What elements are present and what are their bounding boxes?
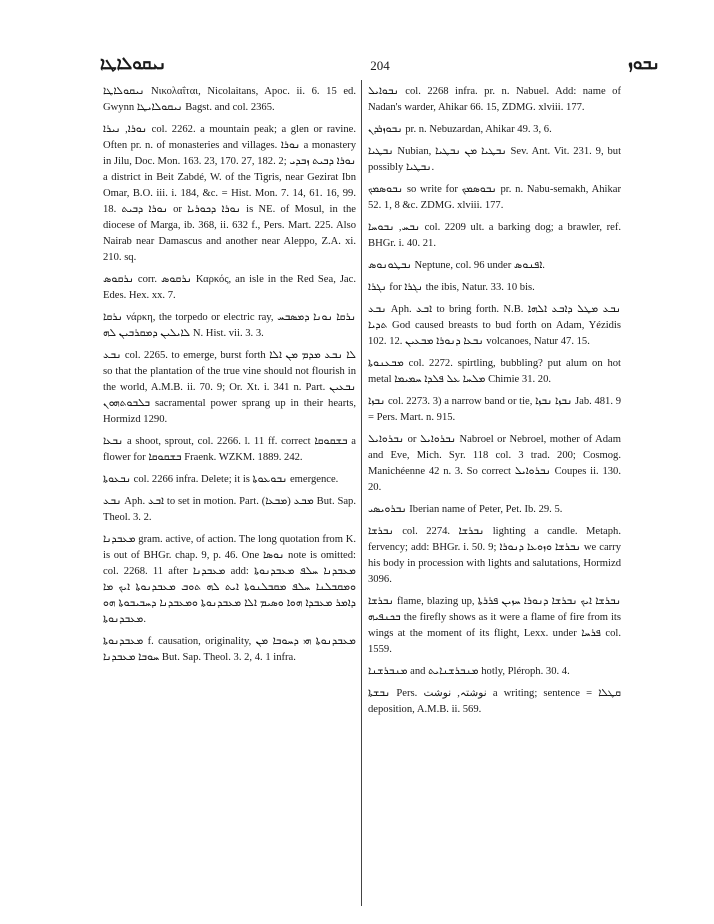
column-divider (361, 80, 362, 906)
dictionary-entry: ܡܥܒܕܢܐ gram. active, of action. The long quotation from K. is out of BHGr. chap. 9, p. 46. One ܢܘܣܐ note is omitted: col. 2268. 11 after ܡܥܒܕܢܐ add: ܡܥܒܕܢܐ ܚܠܦ ܡܥܒܕܢܘܬܐ ܘܡܩܒܠܢܐ ܚܠܦ ܡܩܒܠܢܘܬܐ ܐܝܬ ܠܗ ܬܘܒ ܡܥܒܕܢܘܬܐ ܐܝܟ ܡܐ ܕܐܡܪ ܡܥܒܕܐ ܗܘܐ ܘܣܝܡ ܐܠܐ ܡܥܒܕܢܘܬܐ ܘܡܥܒܕܢܐ ܕܚܒܝܒܘܬܐ ܗܘ ܡܥܒܕܢܘܬܐ. (103, 534, 356, 625)
dictionary-entry: ܢܒܥ Aph. ܐܒܥ to set in motion. Part. ܡܒܥ (ܡܒܥܐ) But. Sap. Theol. 3. 2. (103, 496, 356, 523)
dictionary-entry: ܡܢܒܪܫܢܐ and ܡܢܒܪܫܢܐܝܬ hotly, Pléroph. 30. 4. (368, 666, 570, 677)
dictionary-entry: ܢܒܙܐ col. 2273. 3) a narrow band or tie, ܢܒܙܐ ܢܒܙܐ Jab. 481. 9 = Pers. Mart. n. 915. (368, 396, 621, 423)
dictionary-entry: ܢܪܩܐ νάρκη, the torpedo or electric ray, ܢܪܩܐ ܢܘܢܐ ܕܡܣܒܚ ܠܐܝܠܝܢ ܕܡܩܪܒܝܢ ܠܗ N. Hist. vii. 3. 3. (103, 312, 356, 339)
dictionary-entry: ܢܒܥ Aph. ܐܒܥ to bring forth. N.B. ܢܒܥ ܡܛܠ ܕܐܒܥ ܐܠܗܐ ܬܕܝܐ God caused breasts to bud forth on Adam, Yézidis 102. 12. ܢܒܥܐ ܕܢܘܪܐ ܡܒܥܝܢ volcanoes, Natur 47. 15. (368, 304, 621, 347)
dictionary-entry: ܢܒܪܫܐ flame, blazing up, ܢܒܪܫܐ ܐܝܟ ܢܒܪܫܐ ܕܢܘܪܐ ܚܙܝܢ ܦܪܪܬܐ ܒܟܢܦܝܗ the firefly shows as it were a flame of fire from its wings at the moment of its flight, Lexx. under ܦܪܚܐ col. 1559. (368, 596, 621, 655)
dictionary-entry: ܢܓܪܐ for ܢܓܪܐ the ibis, Natur. 33. 10 bis. (368, 282, 535, 293)
dictionary-entry: ܢܒܘܙܪܕܢ pr. n. Nebuzardan, Ahikar 49. 3, 6. (368, 124, 552, 135)
dictionary-entry: ܢܒܫܬܐ Pers. نوشتہ, نوشت a writing; sentence = ܩܛܠܐ deposition, A.M.B. ii. 569. (368, 688, 621, 715)
page-number: 204 (370, 58, 390, 73)
page-header (100, 50, 660, 80)
right-column (368, 84, 621, 914)
dictionary-entry: ܢܒܥܘܬܐ col. 2266 infra. Delete; it is ܢܒܘܥܘܬܐ emergence. (103, 474, 339, 485)
dictionary-entry: ܢܒܘܐܝܠ col. 2268 infra. pr. n. Nabuel. Add: name of Nadan's warder, Ahikar 66. 15, ZDMG. xlviii. 177. (368, 86, 621, 113)
dictionary-entry: ܢܒܪܫܐ col. 2274. ܢܒܪܫܐ lighting a candle. Metaph. fervency; add: BHGr. i. 50. 9; ܢܒܪܫܐ ܘܙܘܥܐ ܕܢܘܪܐ we carry his body in procession with lights and salutations, Hormizd 3096. (368, 526, 621, 585)
dictionary-entry: ܢܝܩܘܠܐܛܐ Νικολαΐται, Nicolaitans, Apoc. ii. 6. 15 ed. Gwynn ܢܝܩܘܠܐܝܛܐ Bagst. and col. 2365. (103, 86, 356, 113)
dictionary-entry: ܢܒܘܣܡܟ so write for ܢܒܘܣܡܟ pr. n. Nabu-semakh, Ahikar 52. 1, 8 &c. ZDMG. xlviii. 177. (368, 184, 621, 211)
dictionary-entry: ܡܒܥܢܘܬܐ col. 2272. spirtling, bubbling? put alum on hot metal ܡܠܚܐ ܥܠ ܦܠܕܐ ܚܡܝܡܐ Chimie 31. 20. (368, 358, 621, 385)
running-head-right: ܢܒܘܙ (627, 54, 660, 74)
running-head-left: ܢܝܩܘܠܐܛܐ (100, 54, 167, 74)
dictionary-entry: ܢܒܥ col. 2265. to emerge, burst forth ܠܐ ܢܒܥ ܡܕܡ ܡܢ ܐܠܐ so that the plantation of the true vine should not flourish in the world, A.M.B. ii. 70. 9; Or. Xt. i. 341 n. Part. ܢܒܥܝܢ ܒܠܒܘܬܗܘܢ sacramental power sprang up in their hearts, Hormizd 1290. (103, 350, 356, 425)
dictionary-entry: ܢܒܪܘܐܝܠ or ܢܒܪܘܐܝܠ Nabroel or Nebroel, mother of Adam and Eve, Mich. Syr. 118 col. 3 trad. 200; Cosmog. Manichéenne 42 n. 3. So correct ܢܒܪܘܐܝܠ Coupes ii. 130. 20. (368, 434, 621, 493)
dictionary-entry: ܢܘܪܐ, ܢܝܪܐ col. 2262. a mountain peak; a glen or ravine. Often pr. n. of monasteries and villages. ܢܘܪܐ a monastery in Jilu, Doc. Mon. 163. 23, 170. 27, 182. 2; ܢܘܪܐ ܕܒܝܬ ܙܒܕܝ a district in Beit Zabdé, W. of the Tigris, near Gezirat Ibn Omar, B.O. iii. i. 184, &c. = Hist. Mon. 7. 14, 61. 16, 99. 18. ܢܘܪܐ ܕܒܝܬ or ܢܘܪܐ ܕܟܘܪܝܐ is NE. of Mosul, in the diocese of Marga, ib. 368, ii. 632 f., Pers. Mart. 225. Also Nairab near Damascus and another near Aleppo, Z.A. xi. 210. sq. (103, 124, 356, 263)
dictionary-entry: ܡܥܒܕܢܘܬܐ f. causation, originality, ܡܥܒܕܢܘܬܐ ܗܝ ܕܚܘܒܐ ܡܢ ܚܘܒܐ ܡܥܒܕܢܐ But. Sap. Theol. 3. 2, 4. 1 infra. (103, 636, 356, 663)
dictionary-entry: ܢܒܚ, ܢܒܘܚܐ col. 2209 ult. a barking dog; a brawler, ref. BHGr. i. 40. 21. (368, 222, 621, 249)
dictionary-entry: ܢܒܛܝܐ Nubian, ܢܒܛܝܐ ܡܢ ܢܒܛܝܐ Sev. Ant. Vit. 231. 9, but possibly ܢܒܛܝܐ. (368, 146, 621, 173)
dictionary-entry: ܢܒܪܘܝܣܝ Iberian name of Peter, Pet. Ib. 29. 5. (368, 504, 563, 515)
dictionary-entry: ܢܪܩܘܣ corr. ܢܪܩܘܣ Καρκός, an isle in the Red Sea, Jac. Edes. Hex. xx. 7. (103, 274, 356, 301)
dictionary-entry: ܢܒܥܐ a shoot, sprout, col. 2266. l. 11 ff. correct ܒܫܩܘܩܐ a flower for ܒܫܩܘܩܐ Fraenk. WZKM. 1889. 242. (103, 436, 356, 463)
dictionary-entry: ܢܒܛܘܢܘܣ Neptune, col. 96 under ܐܦܢܘܣ. (368, 260, 545, 271)
left-column (103, 84, 356, 914)
